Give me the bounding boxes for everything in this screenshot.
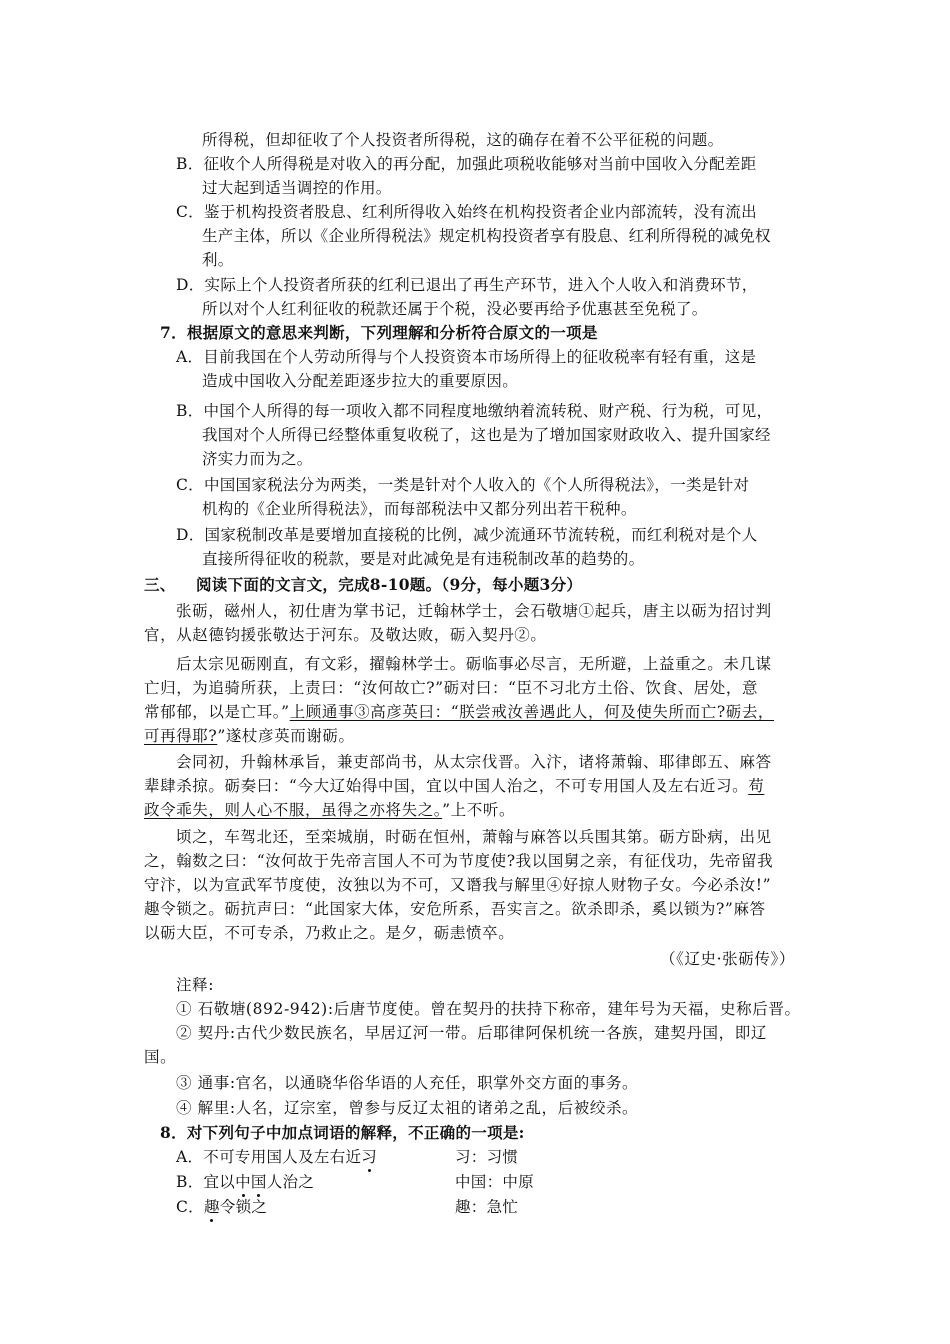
passage-source: （《辽史·张砺传》） [660,950,795,968]
q8-option-b-text-post: 人治之 [266,1173,315,1191]
q8-option-b-dotted-word-1: 中 [235,1173,251,1191]
q6-option-b: B．征收个人所得税是对收入的再分配，加强此项税收能够对当前中国收入分配差距 [176,155,757,173]
passage-p2-line2: 亡归，为追骑所获，上责曰：“汝何故亡?”砺对曰：“臣不习北方土俗、饮食、居处，意 [144,679,759,697]
q8-option-b-answer: 中国：中原 [455,1173,535,1191]
underlined-sentence-1a: 上顾通事③高彦英曰：“朕尝戒汝善遇此人，何及使失所而亡?砺去， [289,703,775,721]
underlined-sentence-2a: 苟 [748,777,765,795]
q7-option-a-cont: 造成中国收入分配差距逐步拉大的重要原因。 [202,372,519,390]
note-3: ③ 通事:官名，以通晓华俗华语的人充任，职掌外交方面的事务。 [176,1074,639,1092]
passage-p1-line2: 官，从赵德钧援张敬达于河东。及敬达败，砺入契丹②。 [144,626,547,644]
q6-option-d: D．实际上个人投资者所获的红利已退出了再生产环节，进入个人收入和消费环节， [176,276,758,294]
q7-option-d: D．国家税制改革是要增加直接税的比例，减少流通环节流转税，而红利税对是个人 [176,526,758,544]
q8-stem: 8．对下列句子中加点词语的解释，不正确的一项是: [160,1123,525,1142]
section-heading: 阅读下面的文言文，完成8-10题。（9分，每小题3分） [196,575,583,594]
q6-option-b-cont: 过大起到适当调控的作用。 [202,179,392,197]
passage-p2-line3 [144,701,774,723]
passage-p4-line3: 守汴，以为宣武军节度使，汝独以为不可，又谮我与解里④好掠人财物子女。今必杀汝!” [144,876,772,894]
q8-option-a [176,1146,377,1168]
q6-option-c: C．鉴于机构投资者股息、红利所得收入始终在机构投资者企业内部流转，没有流出 [176,203,757,221]
q7-option-b-cont1: 我国对个人所得已经整体重复收税了，这也是为了增加国家财政收入、提升国家经 [202,426,771,444]
underlined-sentence-1b: 可再得耶? [144,727,218,745]
q6-line-1: 所得税，但却征收了个人投资者所得税，这的确存在着不公平征税的问题。 [202,131,724,149]
note-2-line2: 国。 [144,1048,177,1066]
q7-option-b-cont2: 济实力而为之。 [202,450,313,468]
passage-p3-line3 [144,799,515,821]
q7-option-a: A．目前我国在个人劳动所得与个人投资资本市场所得上的征收税率有轻有重，这是 [176,348,757,366]
q6-option-c-cont2: 利。 [202,251,234,269]
passage-p4-line4: 趣令锁之。砺抗声曰：“此国家大体，安危所系，吾实言之。欲杀即杀，奚以锁为?”麻答 [144,900,766,918]
passage-p3-line1: 会同初，升翰林承旨，兼吏部尚书，从太宗伐晋。入汴，诸将萧翰、耶律郎五、麻答 [176,753,772,771]
q7-option-c-cont: 机构的《企业所得税法》，而每部税法中又都分列出若干税种。 [202,500,637,518]
passage-p2-line1: 后太宗见砺刚直，有文彩，擢翰林学士。砺临事必尽言，无所避，上益重之。未几谋 [176,655,772,673]
passage-p1-line1: 张砺，磁州人，初仕唐为掌书记，迁翰林学士，会石敬塘①起兵，唐主以砺为招讨判 [176,602,772,620]
q8-option-c-text-pre: C． [176,1198,204,1216]
passage-p2-line3-plain: 常郁郁，以是亡耳。” [144,703,290,721]
passage-p4-line2: 之，翰数之曰：“汝何故于先帝言国人不可为节度使?我以国舅之亲，有征伐功，先帝留我 [144,852,774,870]
passage-p4-line5: 以砺大臣，不可专杀，乃救止之。是夕，砺恚愤卒。 [144,924,515,942]
passage-p3-line2-plain: 辈肆杀掠。砺奏曰：“今大辽始得中国，宜以中国人治之，不可专用国人及左右近习。 [144,777,749,795]
q8-option-c [176,1196,267,1218]
q8-option-b-text-pre: B．宜以 [176,1173,236,1191]
q8-option-b [176,1171,314,1193]
note-2-line1: ② 契丹:古代少数民族名，早居辽河一带。后耶律阿保机统一各族，建契丹国，即辽 [176,1024,767,1042]
q7-option-c: C．中国国家税法分为两类，一类是针对个人收入的《个人所得税法》，一类是针对 [176,476,750,494]
notes-label: 注释: [176,976,215,994]
q8-option-a-dotted-word: 习 [361,1148,378,1166]
q6-option-c-cont1: 生产主体，所以《企业所得税法》规定机构投资者享有股息、红利所得税的减免权 [202,227,771,245]
passage-p3-line3-plain: ”上不听。 [442,801,516,819]
q7-option-d-cont: 直接所得征收的税款，要是对此减免是有违税制改革的趋势的。 [202,550,645,568]
underlined-sentence-2b: 政令乖失，则人心不服，虽得之亦将失之。 [144,801,443,819]
passage-p2-line4-plain: ”遂杖彦英而谢砺。 [217,727,355,745]
q8-option-c-text-post: 令锁之 [219,1198,268,1216]
passage-p2-line4 [144,725,355,747]
q8-option-a-answer: 习：习惯 [455,1148,519,1166]
passage-p4-line1: 顷之，车驾北还，至栾城崩，时砺在恒州，萧翰与麻答以兵围其第。砺方卧病，出见 [176,828,772,846]
passage-p3-line2 [144,775,764,797]
q6-option-d-cont: 所以对个人红利征收的税款还属于个税，没必要再给予优惠甚至免税了。 [202,300,708,318]
section-number: 三、 [144,575,176,594]
note-1: ① 石敬塘(892-942):后唐节度使。曾在契丹的扶持下称帝，建年号为天福，史称后晋。 [176,1000,801,1018]
note-4: ④ 解里:人名，辽宗室，曾参与反辽太祖的诸弟之乱，后被绞杀。 [176,1099,639,1117]
q7-option-b: B．中国个人所得的每一项收入都不同程度地缴纳着流转税、财产税、行为税，可见， [176,402,773,420]
q8-option-c-answer: 趣：急忙 [455,1198,519,1216]
q7-stem: 7．根据原文的意思来判断，下列理解和分析符合原文的一项是 [160,323,598,342]
q8-option-c-dotted-word: 趣 [203,1198,220,1216]
q8-option-b-dotted-word-2: 国 [250,1173,267,1191]
q8-option-a-text: A．不可专用国人及左右近 [176,1148,362,1166]
